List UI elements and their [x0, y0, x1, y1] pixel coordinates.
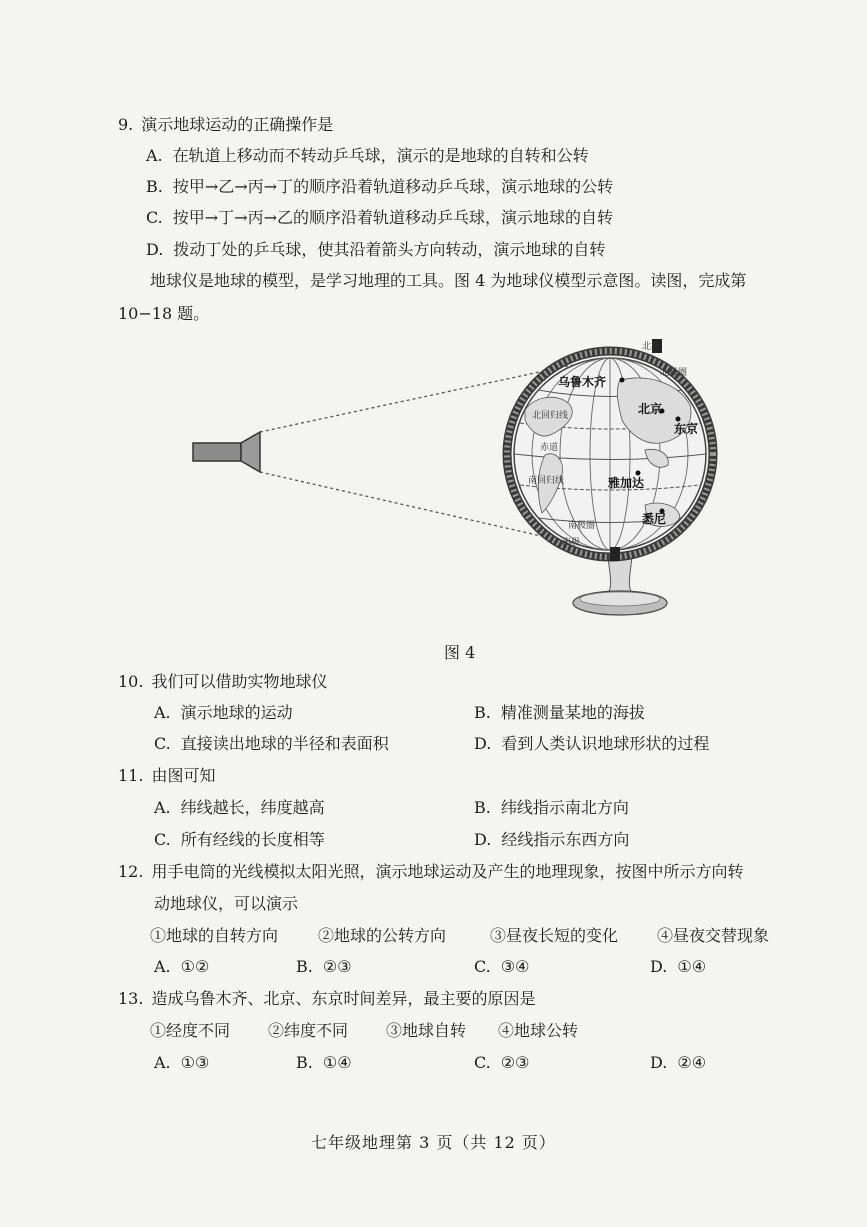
city-dot — [636, 471, 641, 476]
q13-item-4: ④地球公转 — [498, 1021, 579, 1040]
q13-option-b — [296, 1052, 352, 1074]
option-label: C. — [154, 830, 171, 849]
question-10-stem — [118, 671, 327, 693]
intro-paragraph-line-2: 10−18 题。 — [118, 304, 210, 323]
option-label: C. — [146, 208, 163, 227]
option-text: ①④ — [677, 957, 707, 976]
option-label: D. — [146, 240, 164, 259]
city-label-beijing: 北京 — [638, 402, 663, 416]
q12-option-b — [296, 956, 352, 978]
question-12-stem-cont: 动地球仪，可以演示 — [154, 894, 299, 913]
figure-caption: 图 4 — [444, 643, 476, 662]
q10-option-b — [474, 702, 645, 724]
option-text: 演示地球的运动 — [180, 703, 293, 722]
q9-option-c — [146, 207, 613, 229]
latitude-label: 北极圈 — [660, 368, 688, 378]
option-text: 所有经线的长度相等 — [180, 830, 325, 849]
question-12-stem — [118, 861, 743, 883]
question-text: 我们可以借助实物地球仪 — [151, 672, 328, 691]
q11-option-d — [474, 829, 629, 851]
q12-option-a — [154, 956, 209, 978]
axis-cap-bottom — [610, 547, 620, 561]
option-text: 按甲→乙→丙→丁的顺序沿着轨道移动乒乓球，演示地球的公转 — [172, 177, 614, 196]
q10-option-a — [154, 702, 293, 724]
city-label-urumqi: 乌鲁木齐 — [558, 375, 607, 389]
latitude-label: 南回归线 — [528, 476, 565, 486]
option-text: 纬线指示南北方向 — [500, 798, 629, 817]
q12-option-c — [474, 956, 529, 978]
option-text: ①④ — [322, 1053, 352, 1072]
pole-label: 北极 — [642, 342, 661, 352]
q10-option-c — [154, 733, 389, 755]
city-label-sydney: 悉尼 — [642, 512, 667, 526]
q12-item-1: ①地球的自转方向 — [150, 926, 279, 945]
globe-diagram — [190, 335, 699, 625]
question-number: 11. — [118, 766, 144, 785]
question-number: 12. — [118, 862, 144, 881]
q12-item-2: ②地球的公转方向 — [318, 926, 447, 945]
q13-option-c — [474, 1052, 529, 1074]
q13-item-1: ①经度不同 — [150, 1021, 231, 1040]
option-text: 精准测量某地的海拔 — [500, 703, 645, 722]
option-label: C. — [154, 734, 171, 753]
question-number: 10. — [118, 672, 144, 691]
option-text: 按甲→丁→丙→乙的顺序沿着轨道移动乒乓球，演示地球的自转 — [172, 208, 613, 227]
latitude-label: 南极圈 — [568, 521, 596, 531]
option-text: 直接读出地球的半径和表面积 — [180, 734, 389, 753]
q9-option-a — [146, 145, 589, 167]
intro-paragraph-line-1: 地球仪是地球的模型，是学习地理的工具。图 4 为地球仪模型示意图。读图，完成第 — [150, 271, 747, 290]
q9-option-b — [146, 176, 613, 198]
option-text: ①③ — [180, 1053, 210, 1072]
q12-item-4: ④昼夜交替现象 — [657, 926, 770, 945]
q11-option-b — [474, 797, 629, 819]
globe-stand — [573, 557, 667, 615]
q13-item-3: ③地球自转 — [386, 1021, 467, 1040]
latitude-label: 北回归线 — [532, 411, 569, 421]
question-number: 13. — [118, 989, 144, 1008]
q13-option-d — [650, 1052, 706, 1074]
option-text: ②③ — [500, 1053, 530, 1072]
option-label: D. — [650, 1053, 668, 1072]
option-text: ③④ — [500, 957, 530, 976]
option-label: B. — [146, 177, 163, 196]
option-label: B. — [474, 798, 491, 817]
option-label: C. — [474, 1053, 491, 1072]
q13-item-2: ②纬度不同 — [268, 1021, 349, 1040]
q9-option-d — [146, 239, 605, 261]
option-text: 看到人类认识地球形状的过程 — [501, 734, 710, 753]
question-text: 用手电筒的光线模拟太阳光照，演示地球运动及产生的地理现象，按图中所示方向转 — [151, 862, 744, 881]
city-label-tokyo: 东京 — [674, 422, 699, 436]
question-text: 造成乌鲁木齐、北京、东京时间差异，最主要的原因是 — [151, 989, 536, 1008]
q13-option-a — [154, 1052, 209, 1074]
option-label: A. — [154, 1053, 171, 1072]
option-text: ①② — [180, 957, 210, 976]
option-label: D. — [650, 957, 668, 976]
option-text: ②④ — [677, 1053, 707, 1072]
option-label: B. — [474, 703, 491, 722]
option-label: A. — [154, 798, 171, 817]
option-label: D. — [474, 830, 492, 849]
question-number: 9. — [118, 115, 134, 134]
city-dot — [676, 417, 681, 422]
city-dot — [620, 378, 625, 383]
option-label: D. — [474, 734, 492, 753]
q12-option-d — [650, 956, 706, 978]
option-label: A. — [154, 957, 171, 976]
option-text: 经线指示东西方向 — [501, 830, 630, 849]
option-label: C. — [474, 957, 491, 976]
option-label: B. — [296, 1053, 313, 1072]
question-text: 演示地球运动的正确操作是 — [141, 115, 334, 134]
option-text: ②③ — [322, 957, 352, 976]
option-text: 纬线越长，纬度越高 — [180, 798, 325, 817]
question-11-stem — [118, 765, 215, 787]
option-text: 在轨道上移动而不转动乒乓球，演示的是地球的自转和公转 — [172, 146, 589, 165]
q11-option-c — [154, 829, 325, 851]
question-13-stem — [118, 988, 535, 1010]
option-text: 拨动丁处的乒乓球，使其沿着箭头方向转动，演示地球的自转 — [173, 240, 606, 259]
q11-option-a — [154, 797, 325, 819]
option-label: B. — [296, 957, 313, 976]
option-label: A. — [154, 703, 171, 722]
option-label: A. — [146, 146, 163, 165]
question-text: 由图可知 — [151, 766, 216, 785]
page-footer: 七年级地理第 3 页（共 12 页） — [311, 1133, 556, 1152]
latitude-label: 赤道 — [540, 443, 559, 453]
flashlight-icon — [193, 432, 260, 472]
q10-option-d — [474, 733, 709, 755]
question-9-stem — [118, 114, 333, 136]
city-label-jakarta: 雅加达 — [608, 476, 645, 490]
pole-label: 南极 — [562, 538, 581, 548]
q12-item-3: ③昼夜长短的变化 — [490, 926, 619, 945]
